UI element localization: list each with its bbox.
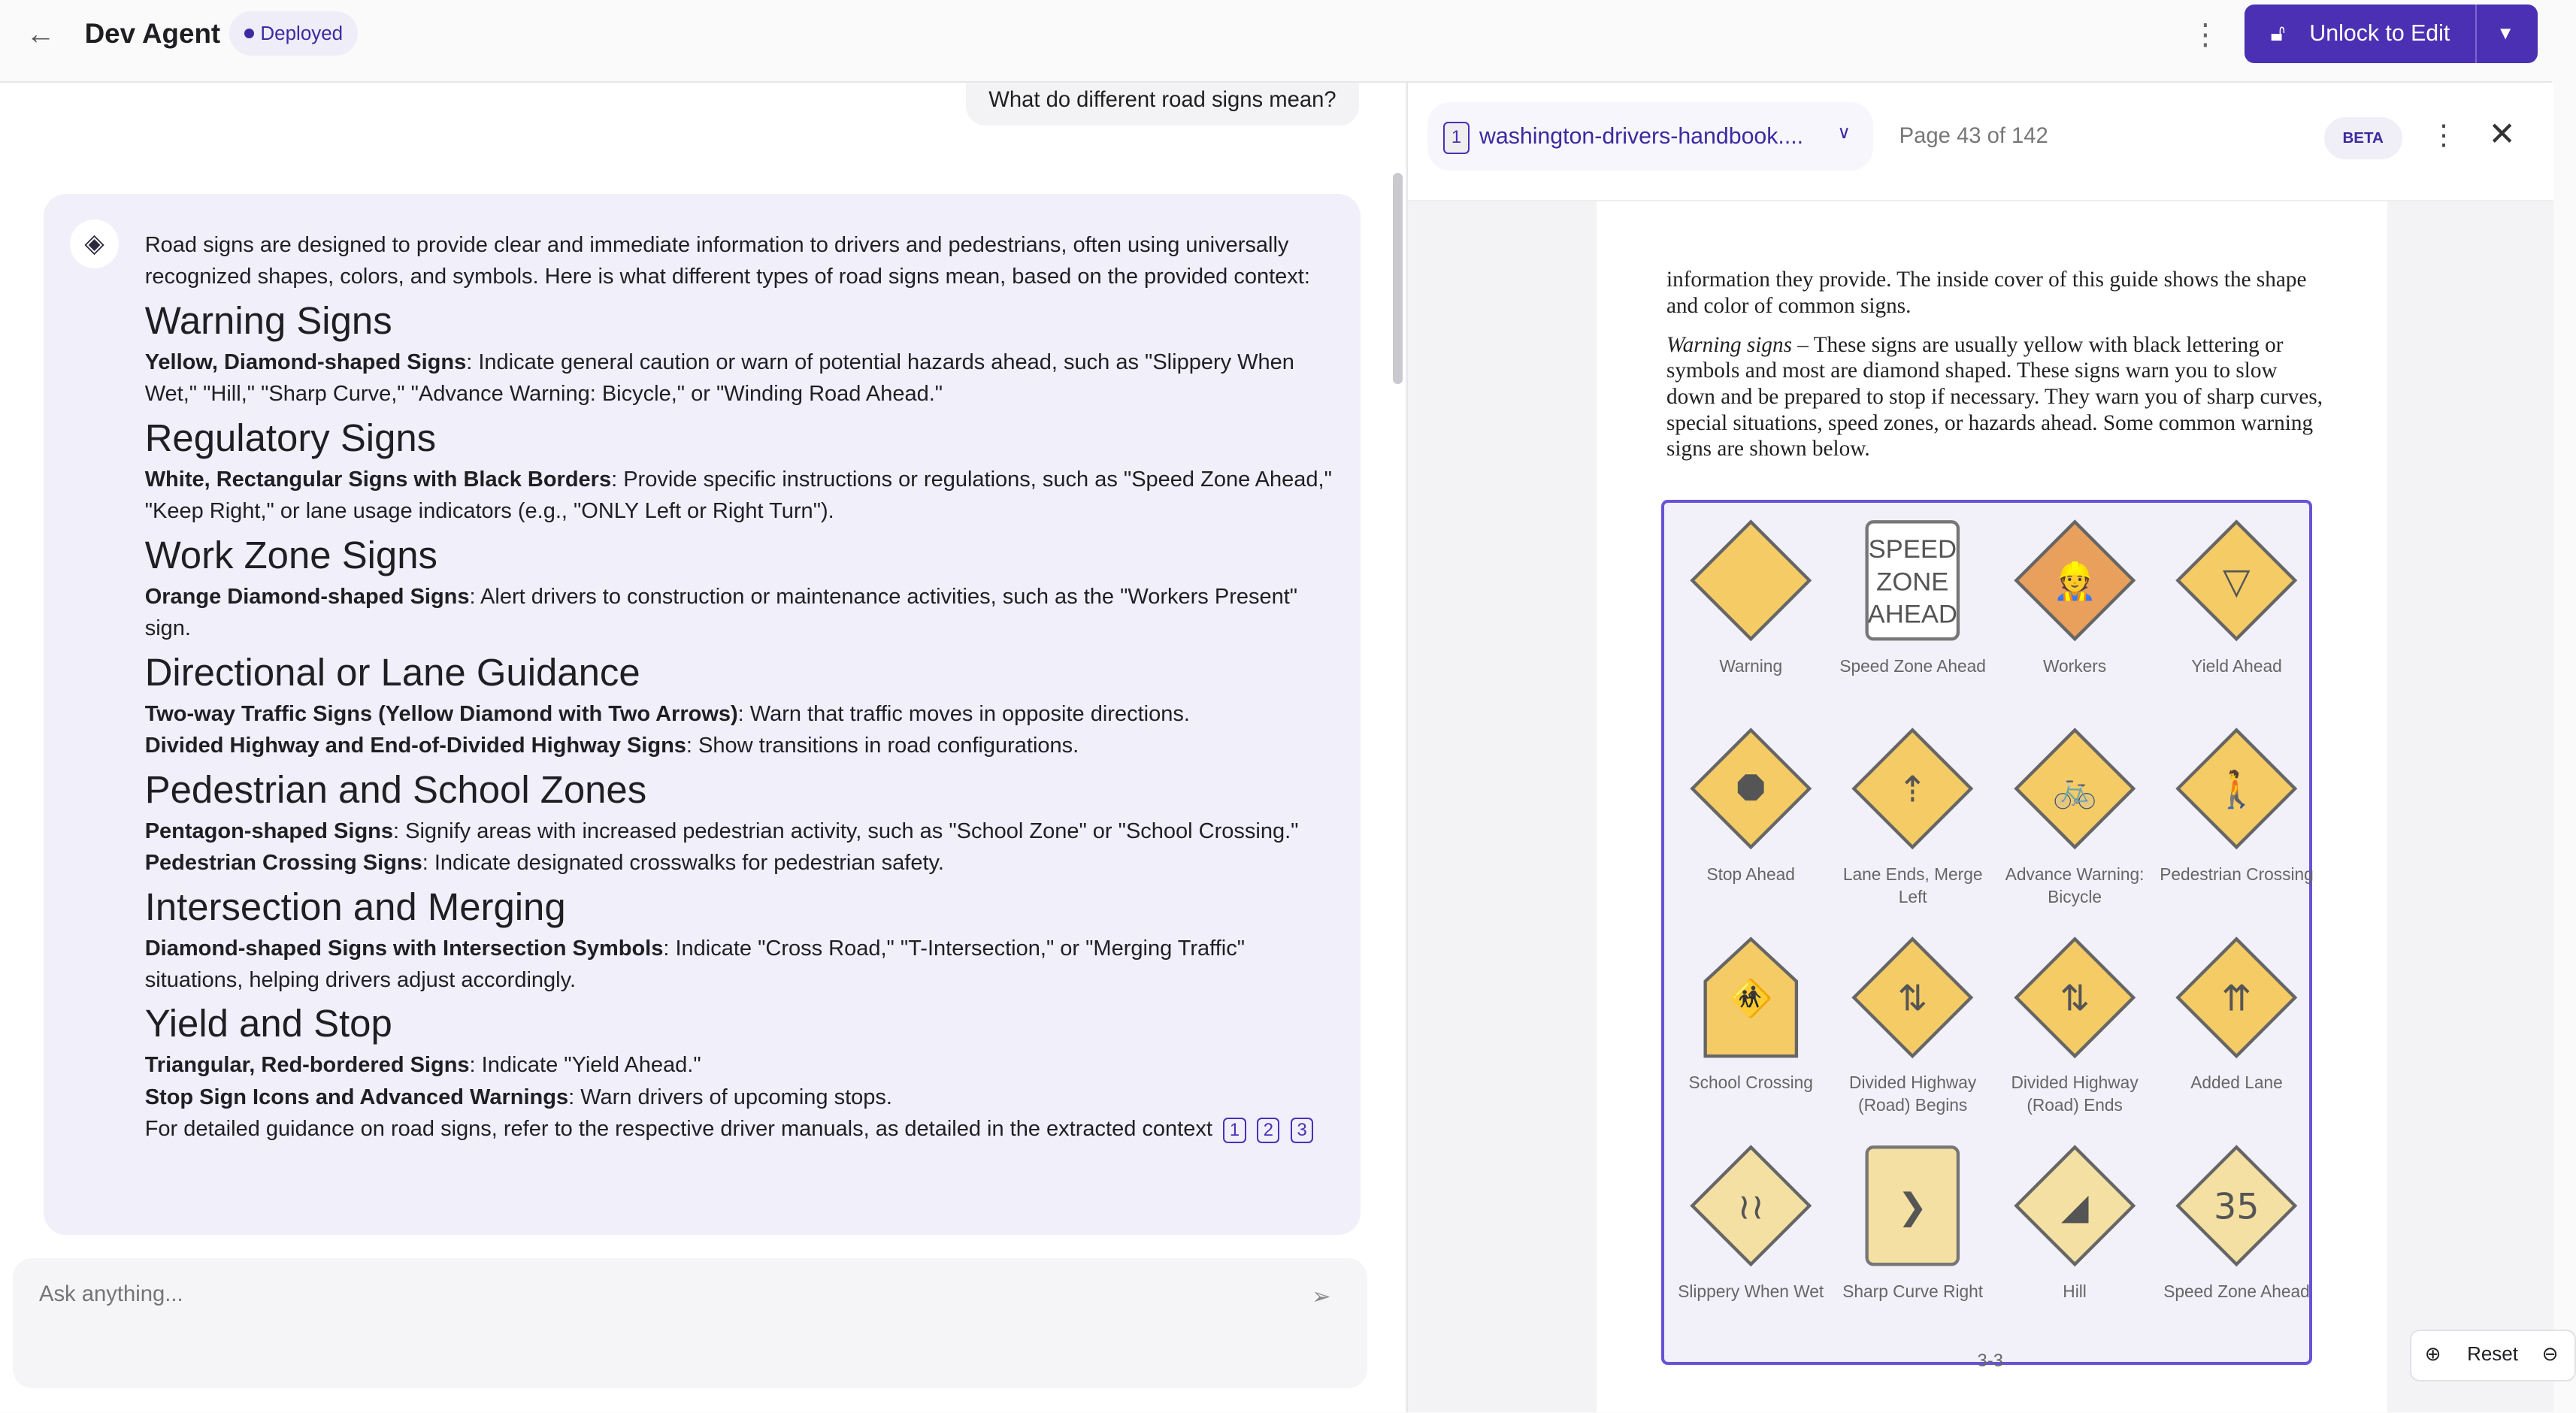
reset-zoom-button[interactable]: Reset (2467, 1342, 2518, 1366)
item-text: : Warn drivers of upcoming stops. (568, 1085, 892, 1109)
chat-input[interactable] (36, 1281, 1279, 1309)
road-sign-label: Warning (1719, 656, 1783, 676)
section-item (145, 346, 1341, 410)
section-heading: Pedestrian and School Zones (144, 767, 647, 811)
item-bold: Pedestrian Crossing Signs (144, 850, 422, 875)
road-sign-item (1669, 727, 1833, 885)
closing-sentence: For detailed guidance on road signs, refer to the respective driver manuals, as detailed in the extracted context (144, 1116, 1212, 1141)
svg-text:❯: ❯ (1897, 1186, 1928, 1228)
svg-text:◢: ◢ (2060, 1186, 2089, 1228)
road-sign-icon (2175, 1144, 2299, 1268)
road-sign-label: Stop Ahead (1706, 864, 1795, 885)
svg-text:👷: 👷 (2052, 561, 2097, 603)
road-sign-label: Lane Ends, Merge Left (1842, 864, 1983, 906)
item-bold: Two-way Traffic Signs (Yellow Diamond with Two Arrows) (144, 701, 738, 726)
top-bar (0, 0, 2552, 83)
item-bold: Orange Diamond-shaped Signs (144, 584, 470, 609)
road-sign-icon (2013, 1144, 2137, 1268)
citation-link[interactable]: 1 (1223, 1118, 1246, 1143)
road-sign-label: Added Lane (2190, 1073, 2283, 1093)
road-sign-label: School Crossing (1688, 1073, 1813, 1093)
assistant-message-body (145, 229, 1341, 1145)
road-sign-icon (1689, 1144, 1813, 1268)
citation-link[interactable]: 2 (1257, 1118, 1279, 1143)
document-viewer (1406, 83, 2559, 1412)
section-heading: Warning Signs (144, 299, 392, 343)
italic-term: Warning signs (1666, 332, 1792, 357)
road-sign-item (1993, 727, 2157, 907)
chat-scrollbar[interactable] (1393, 173, 1403, 384)
document-index: 1 (1443, 122, 1469, 154)
more-options-icon[interactable]: ⋮ (2429, 120, 2458, 151)
svg-text:⇅: ⇅ (2060, 978, 2090, 1020)
item-text: : Warn that traffic moves in opposite directions. (737, 701, 1190, 726)
page-indicator: Page 43 of 142 (1899, 123, 2048, 148)
viewer-header (1408, 83, 2553, 201)
svg-text:🚸: 🚸 (1728, 978, 1773, 1020)
section-heading: Intersection and Merging (144, 885, 566, 928)
svg-text:⇡: ⇡ (1897, 770, 1928, 812)
page-paragraph (1666, 332, 2326, 462)
road-sign-icon (1689, 936, 1813, 1060)
assistant-avatar-icon: ◈ (70, 219, 119, 268)
document-selector[interactable] (1427, 102, 1873, 171)
road-sign-label: Pedestrian Crossing (2160, 864, 2314, 885)
road-sign-label: Hill (2063, 1281, 2087, 1301)
zoom-in-icon[interactable]: ⊕ (2424, 1342, 2441, 1366)
unlock-to-edit-button[interactable] (2245, 5, 2538, 63)
page-paragraph: information they provide. The inside cover of this guide shows the shape and color of common signs. (1666, 268, 2307, 318)
section-item (145, 847, 1341, 879)
svg-text:🚲: 🚲 (2052, 770, 2097, 812)
chevron-down-icon[interactable]: ▼ (2496, 23, 2514, 44)
document-page (1597, 201, 2387, 1412)
road-sign-label: Slippery When Wet (1678, 1281, 1824, 1301)
svg-text:AHEAD: AHEAD (1868, 600, 1958, 629)
road-sign-item (1831, 936, 1994, 1116)
page-number: 3-3 (1977, 1351, 2003, 1372)
item-text: : Indicate designated crosswalks for pedestrian safety. (422, 850, 944, 875)
chat-panel (0, 83, 1405, 1412)
item-text: : Indicate general caution or warn of potential hazards ahead, such as "Slippery When Wet," "Hill," "Sharp Curve," "Advance Warning: Bicycle," or "Winding Road Ahead." (144, 350, 1294, 407)
svg-text:▽: ▽ (2223, 561, 2251, 603)
section-item (145, 815, 1341, 847)
road-sign-icon (1851, 727, 1975, 851)
document-name: washington-drivers-handbook.... (1479, 123, 1804, 149)
road-sign-icon (2013, 936, 2137, 1060)
zoom-controls (2410, 1330, 2576, 1381)
send-icon[interactable]: ➢ (1312, 1284, 1331, 1310)
svg-text:35: 35 (2214, 1186, 2260, 1228)
road-sign-item (1669, 519, 1833, 677)
section-heading: Regulatory Signs (144, 416, 437, 460)
unlock-label: Unlock to Edit (2309, 21, 2450, 47)
road-sign-item (2155, 1144, 2318, 1303)
status-badge (229, 11, 357, 55)
divider (2475, 5, 2477, 63)
item-bold: Diamond-shaped Signs with Intersection Symbols (144, 936, 664, 961)
chat-input-box (13, 1258, 1367, 1388)
section-item (145, 730, 1341, 761)
item-bold: Yellow, Diamond-shaped Signs (144, 350, 467, 375)
svg-text:⯃: ⯃ (1736, 770, 1766, 812)
section-heading: Yield and Stop (144, 1002, 392, 1045)
road-sign-label: Speed Zone Ahead (1839, 656, 1986, 676)
road-sign-icon (1851, 1144, 1975, 1268)
item-bold: White, Rectangular Signs with Black Borders (144, 467, 612, 492)
user-message: What do different road signs mean? (966, 83, 1359, 125)
item-bold: Pentagon-shaped Signs (144, 818, 394, 843)
page-text (1666, 267, 2326, 475)
citation-link[interactable]: 3 (1291, 1118, 1313, 1143)
svg-text:⇈: ⇈ (2221, 978, 2252, 1020)
road-sign-icon (2175, 727, 2299, 851)
section-item (145, 464, 1341, 527)
item-text: : Provide specific instructions or regulations, such as "Speed Zone Ahead," "Keep Right," or lane usage indicators (e.g., "ONLY Left or Right Turn"). (144, 467, 1332, 524)
item-text: : Signify areas with increased pedestrian activity, such as "School Zone" or "School Crossing." (393, 818, 1299, 843)
road-sign-item (1831, 1144, 1994, 1303)
svg-text:SPEED: SPEED (1868, 535, 1957, 564)
road-sign-icon (2013, 727, 2137, 851)
section-item (145, 933, 1341, 996)
assistant-message (44, 194, 1361, 1236)
svg-text:🚶: 🚶 (2214, 770, 2260, 812)
road-sign-label: Advance Warning: Bicycle (2005, 864, 2145, 906)
beta-badge: BETA (2324, 117, 2402, 159)
item-bold: Stop Sign Icons and Advanced Warnings (144, 1085, 569, 1109)
item-text: : Indicate "Yield Ahead." (469, 1053, 701, 1078)
item-bold: Triangular, Red-bordered Signs (144, 1053, 470, 1078)
road-sign-item (1831, 727, 1994, 907)
lock-icon: 🔓︎ (2270, 21, 2286, 47)
paragraph-text: – These signs are usually yellow with black lettering or symbols and most are diamond shaped. These signs warn you to slow down and be prepared to stop if necessary. They warn you of sharp curves, special situations, speed zones, or hazards ahead. Some common warning signs are shown below. (1666, 332, 2323, 461)
road-sign-label: Divided Highway (Road) Begins (1849, 1073, 1977, 1115)
zoom-out-icon[interactable]: ⊖ (2541, 1342, 2559, 1366)
item-bold: Divided Highway and End-of-Divided Highway Signs (144, 733, 686, 758)
road-sign-item (1669, 936, 1833, 1094)
close-icon[interactable]: ✕ (2488, 116, 2516, 153)
road-sign-icon (2175, 936, 2299, 1060)
road-sign-label: Workers (2043, 656, 2107, 676)
road-sign-item (2155, 519, 2318, 677)
road-sign-label: Divided Highway (Road) Ends (2011, 1073, 2139, 1115)
page-title: Dev Agent (84, 17, 221, 49)
status-label: Deployed (260, 22, 344, 45)
highlighted-sign-figure (1661, 500, 2314, 1365)
road-sign-icon (1851, 519, 1975, 643)
section-heading: Work Zone Signs (144, 533, 437, 576)
road-sign-item (1831, 519, 1994, 677)
section-item (145, 1049, 1341, 1081)
section-item (145, 698, 1341, 730)
svg-text:ZONE: ZONE (1876, 567, 1949, 597)
road-sign-item (2155, 936, 2318, 1094)
chevron-down-icon: ∨ (1837, 123, 1851, 144)
road-sign-icon (2013, 519, 2137, 643)
road-sign-item (1669, 1144, 1833, 1303)
item-text: : Indicate "Cross Road," "T-Intersection," or "Merging Traffic" situations, helping drivers adjust accordingly. (144, 936, 1245, 992)
road-sign-label: Speed Zone Ahead (2163, 1281, 2310, 1301)
road-sign-label: Yield Ahead (2191, 656, 2282, 676)
road-sign-item (1993, 519, 2157, 677)
road-sign-item (2155, 727, 2318, 885)
road-sign-label: Sharp Curve Right (1842, 1281, 1984, 1301)
item-text: : Show transitions in road configurations. (686, 733, 1079, 758)
svg-text:⇅: ⇅ (1897, 978, 1928, 1020)
item-text: : Alert drivers to construction or maintenance activities, such as the "Workers Present" sign. (144, 584, 1298, 641)
more-options-icon[interactable]: ⋮ (2190, 18, 2220, 51)
section-item (145, 581, 1341, 644)
road-sign-icon (1689, 727, 1813, 851)
closing-text (145, 1113, 1341, 1145)
road-sign-item (1993, 1144, 2157, 1303)
road-sign-item (1993, 936, 2157, 1116)
status-dot-icon (244, 29, 254, 38)
road-sign-icon (1851, 936, 1975, 1060)
section-item (145, 1082, 1341, 1113)
road-sign-icon (2175, 519, 2299, 643)
section-heading: Directional or Lane Guidance (144, 650, 640, 694)
svg-text:≀≀: ≀≀ (1737, 1186, 1765, 1228)
intro-text: Road signs are designed to provide clear and immediate information to drivers and pedestrians, often using universally recognized shapes, colors, and symbols. Here is what different types of road signs mean, based on the provided context: (144, 233, 1310, 289)
road-sign-icon (1689, 519, 1813, 643)
back-arrow-icon[interactable]: ← (26, 17, 56, 50)
